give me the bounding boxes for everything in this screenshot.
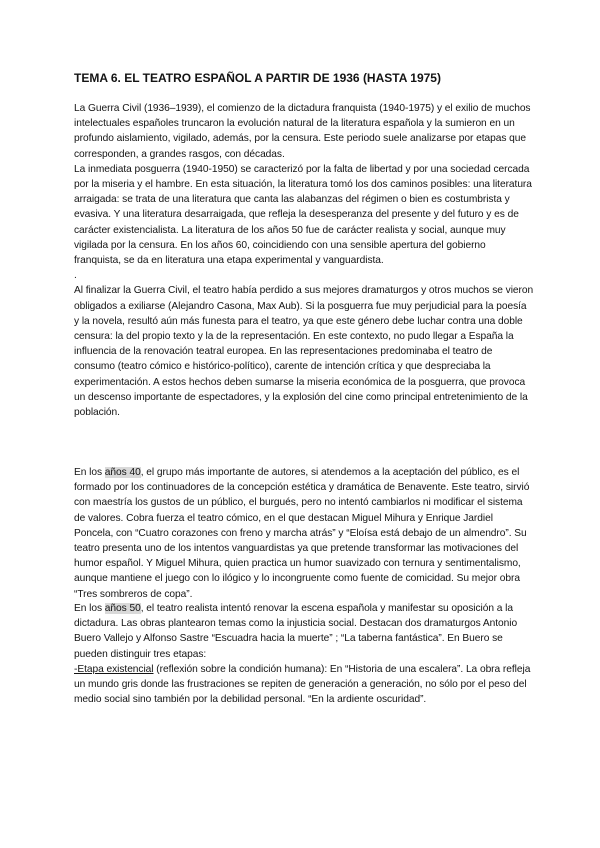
highlight-years-50: años 50	[104, 603, 141, 614]
highlight-years-40: años 40	[104, 467, 141, 478]
section-40s	[74, 465, 534, 602]
lead-text: En los	[74, 603, 105, 614]
section-50s	[74, 601, 534, 707]
underlined-stage-label: -Etapa existencial	[74, 663, 154, 675]
paragraph-50s	[74, 601, 534, 662]
paragraph-postwar: La inmediata posguerra (1940-1950) se caracterizó por la falta de libertad y por una sociedad cercada por la miseria y el hambre. En esta situación, la literatura tomó los dos caminos posibles: una literatura arraigada: se trata de una literatura que canta las alabanzas del régimen o bien es costumbrista y evasiva. Y una literatura desarraigada, que refleja la desesperanza del presente y del futuro y es de carácter existencialista. La literatura de los años 50 fue de carácter realista y social, aunque muy vigilada por la censura. En los años 60, coincidiendo con una sensible apertura del gobierno franquista, se da en literatura una etapa experimental y vanguardista.	[74, 163, 532, 267]
body-text: , el teatro realista intentó renovar la escena española y manifestar su oposición a la dictadura. Las obras plantearon temas como la injusticia social. Destacan dos dramaturgos Antonio Buero Vallejo y Alfonso Sastre “Escuadra hacia la muerte” ; “La taberna fantástica”. En Buero se pueden distinguir tres etapas:	[74, 603, 518, 660]
lead-text: En los	[74, 467, 105, 478]
paragraph-theatre-postwar: Al finalizar la Guerra Civil, el teatro había perdido a sus mejores dramaturgos y otros muchos se vieron obligados a exiliarse (Alejandro Casona, Max Aub). Si la posguerra fue muy perjudicial para la poesía y la novela, resultó aún más funesta para el teatro, ya que este género debe luchar contra una doble censura: la del propio texto y la de la representación. En este contexto, no pudo llegar a España la influencia de la renovación teatral europea. En las representaciones predominaba el teatro de consumo (teatro cómico e histórico-político), carente de intención crítica y que despreciaba la experimentación. A estos hechos deben sumarse la miseria económica de la posguerra, que provoca un descenso importante de espectadores, y la explosión del cine como principal entretenimiento de la población.	[74, 285, 534, 419]
paragraph-civil-war: La Guerra Civil (1936–1939), el comienzo de la dictadura franquista (1940-1975) y el exilio de muchos intelectuales españoles truncaron la evolución natural de la literatura española y la sumieron en un profundo aislamiento, vigilado, además, por la censura. Este periodo suele analizarse por etapas que corresponden, a grandes rasgos, con décadas.	[74, 103, 531, 160]
document-title: TEMA 6. EL TEATRO ESPAÑOL A PARTIR DE 1936 (HASTA 1975)	[74, 71, 441, 85]
paragraph-existential-stage	[74, 662, 534, 708]
intro-block	[74, 101, 534, 420]
paragraph-40s	[74, 465, 534, 602]
body-text: (reflexión sobre la condición humana): En “Historia de una escalera”. La obra refleja un mundo gris donde las frustraciones se repiten de generación a generación, no sólo por el peso del medio social sino también por la debilidad personal. “En la ardiente oscuridad”.	[74, 663, 531, 706]
paragraph-dot: .	[74, 270, 77, 282]
body-text: , el grupo más importante de autores, si atendemos a la aceptación del público, es el formado por los continuadores de la concepción estética y dramática de Benavente. Este teatro, sirvió con maestría los gustos de un público, el burgués, pero no intentó cambiarlos ni modificar el sistema de valores. Cobra fuerza el teatro cómico, en el que destacan Miguel Mihura y Enrique Jardiel Poncela, con “Cuatro corazones con freno y marcha atrás” y “Eloísa está debajo de un almendro”. Su teatro presenta uno de los intentos vanguardistas ya que pretende transformar las motivaciones del humor español. Y Miguel Mihura, quien practica un humor suavizado con ternura y sentimentalismo, aunque mantiene el juego con lo ilógico y lo incongruente como fuente de comicidad. Su mejor obra “Tres sombreros de copa”.	[74, 467, 530, 600]
